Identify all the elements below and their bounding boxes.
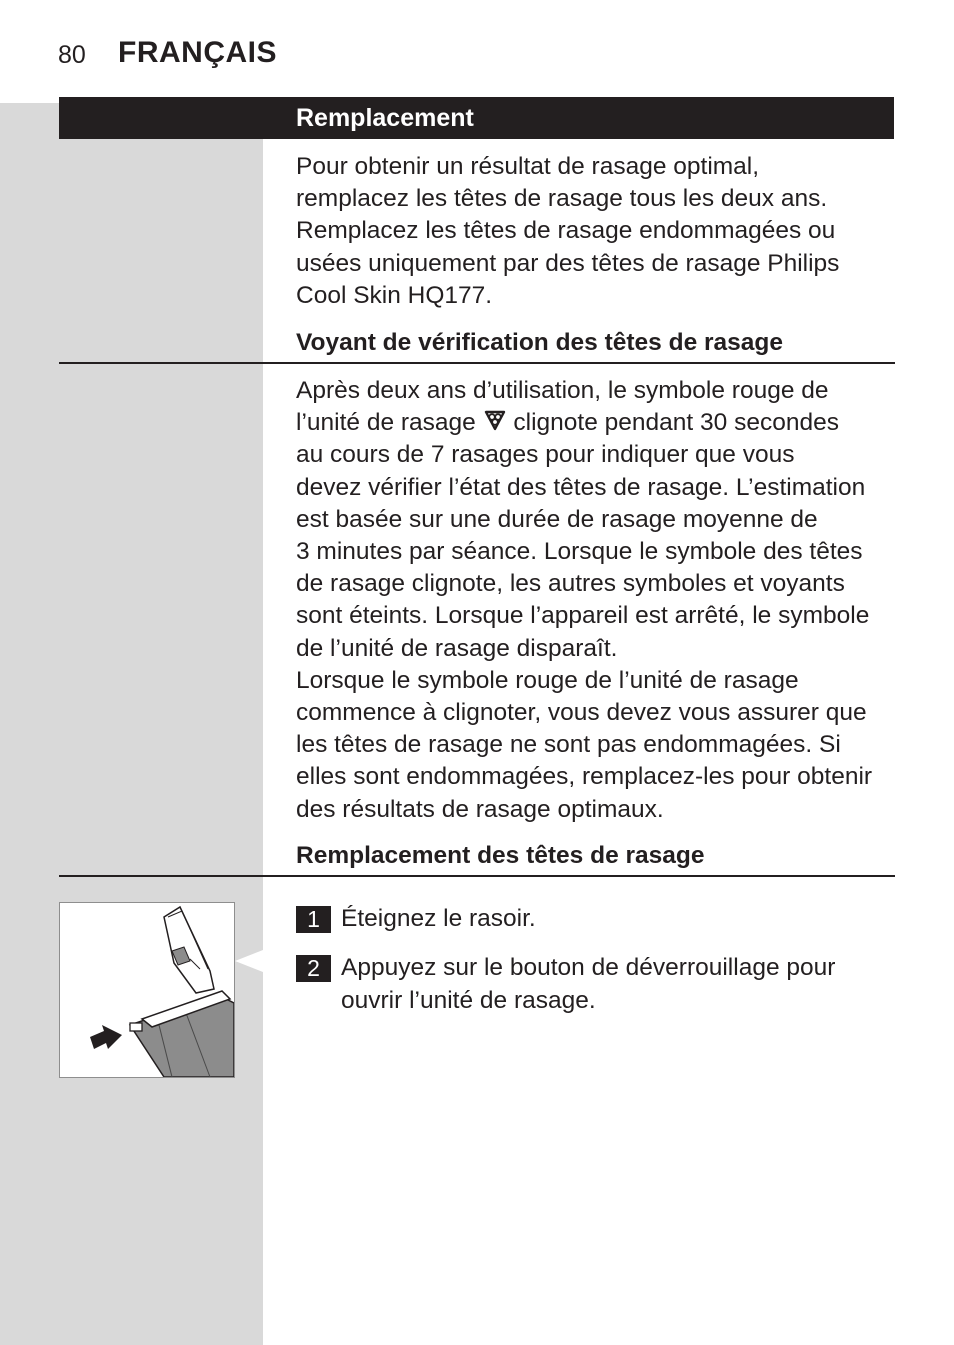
text-line: les têtes de rasage ne sont pas endommagées. Si xyxy=(296,731,841,759)
step-number-badge: 2 xyxy=(296,955,331,982)
indicator-paragraph xyxy=(296,375,896,826)
text-line: commence à clignoter, vous devez vous assurer que xyxy=(296,699,867,727)
text-fragment: l’unité de rasage xyxy=(296,409,483,437)
text-line: est basée sur une durée de rasage moyenne de xyxy=(296,505,818,533)
text-line: Remplacez les têtes de rasage endommagées ou xyxy=(296,217,836,245)
text-line: Lorsque le symbole rouge de l’unité de rasage xyxy=(296,666,799,694)
callout-pointer-icon xyxy=(235,948,265,974)
shaver-unlock-illustration-icon xyxy=(60,903,234,1077)
replacement-paragraph xyxy=(296,151,896,312)
heading-indicator: Voyant de vérification des têtes de rasage xyxy=(296,329,784,356)
section-title-replacement: Remplacement xyxy=(296,104,474,132)
text-line: Pour obtenir un résultat de rasage optimal, xyxy=(296,153,760,180)
text-line: Éteignez le rasoir. xyxy=(341,905,536,932)
text-line: au cours de 7 rasages pour indiquer que vous xyxy=(296,441,795,469)
section-divider xyxy=(59,875,895,877)
language-title: FRANÇAIS xyxy=(118,36,277,69)
text-line: ouvrir l’unité de rasage. xyxy=(341,986,596,1014)
text-fragment: clignote pendant 30 secondes xyxy=(506,409,839,437)
text-line: de l’unité de rasage disparaît. xyxy=(296,634,618,662)
step-text xyxy=(341,903,536,936)
text-line: usées uniquement par des têtes de rasage Philips xyxy=(296,249,840,277)
text-line: 3 minutes par séance. Lorsque le symbole des têtes xyxy=(296,538,863,566)
text-line: sont éteints. Lorsque l’appareil est arrêté, le symbole xyxy=(296,602,870,630)
text-line: remplacez les têtes de rasage tous les deux ans. xyxy=(296,185,828,213)
text-line: Appuyez sur le bouton de déverrouillage pour xyxy=(341,954,836,981)
text-line: Cool Skin HQ177. xyxy=(296,281,493,309)
text-line: devez vérifier l’état des têtes de rasage. L’estimation xyxy=(296,473,866,501)
text-line: elles sont endommagées, remplacez-les pour obtenir xyxy=(296,763,873,791)
left-margin-band xyxy=(0,103,263,1345)
text-line-with-icon xyxy=(296,407,896,439)
step-number-badge: 1 xyxy=(296,906,331,933)
text-line: Après deux ans d’utilisation, le symbole rouge de xyxy=(296,377,829,404)
step-text xyxy=(341,952,835,1017)
page-number: 80 xyxy=(58,41,86,69)
shaving-unit-symbol-icon xyxy=(483,409,507,431)
section-title-bar xyxy=(59,97,894,139)
heading-replace-heads: Remplacement des têtes de rasage xyxy=(296,842,705,869)
text-line: de rasage clignote, les autres symboles et voyants xyxy=(296,570,845,598)
section-divider xyxy=(59,362,895,364)
text-line: des résultats de rasage optimaux. xyxy=(296,795,664,823)
shaver-unlock-illustration xyxy=(59,902,235,1078)
